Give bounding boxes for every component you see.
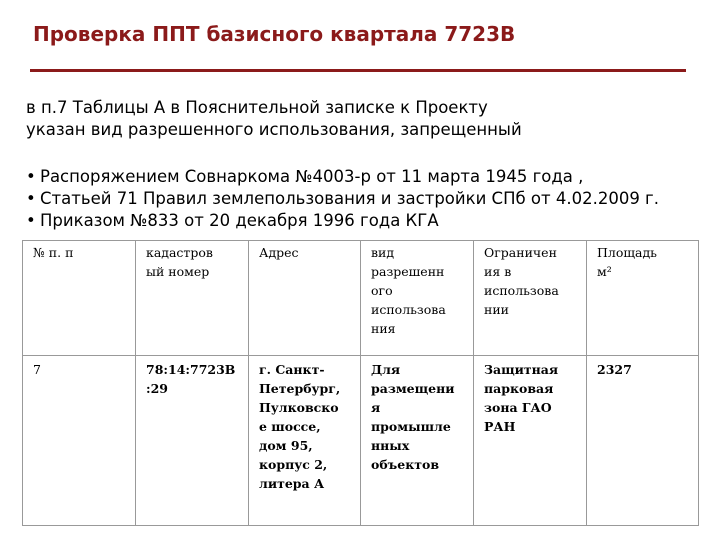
bullet-icon: • <box>26 189 36 208</box>
cell-number: 7 <box>23 356 136 526</box>
cell-cadastral-number: 78:14:7723В :29 <box>136 356 249 526</box>
title-underline <box>30 69 686 72</box>
cell-area: 2327 <box>587 356 699 526</box>
bullet-icon: • <box>26 167 36 186</box>
page-title: Проверка ППТ базисного квартала 7723В <box>33 22 516 46</box>
bullet-icon: • <box>26 211 36 230</box>
cell-restrictions: Защитная парковая зона ГАО РАН <box>474 356 587 526</box>
header-cadastral-number: кадастров ый номер <box>136 241 249 356</box>
header-address: Адрес <box>249 241 361 356</box>
header-permitted-use: вид разрешенн ого использова ния <box>361 241 474 356</box>
header-restrictions: Ограничен ия в использова нии <box>474 241 587 356</box>
intro-line-1: в п.7 Таблицы А в Пояснительной записке к Проекту <box>26 98 488 117</box>
intro-line-2: указан вид разрешенного использования, запрещенный <box>26 120 522 139</box>
cell-address: г. Санкт- Петербург, Пулковско е шоссе, дом 95, корпус 2, литера А <box>249 356 361 526</box>
header-area: Площадь м² <box>587 241 699 356</box>
regulation-text: Приказом №833 от 20 декабря 1996 года КГА <box>40 211 439 230</box>
regulation-text: Распоряжением Совнаркома №4003-р от 11 марта 1945 года , <box>40 167 584 186</box>
regulation-text: Статьей 71 Правил землепользования и застройки СПб от 4.02.2009 г. <box>40 189 659 208</box>
regulation-list <box>26 166 659 232</box>
parcel-table <box>22 240 699 526</box>
table-row <box>23 356 699 526</box>
list-item <box>26 188 659 210</box>
list-item <box>26 210 659 232</box>
table-header-row <box>23 241 699 356</box>
header-number: № п. п <box>23 241 136 356</box>
list-item <box>26 166 659 188</box>
cell-permitted-use: Для размещени я промышле нных объектов <box>361 356 474 526</box>
intro-text <box>26 97 522 141</box>
